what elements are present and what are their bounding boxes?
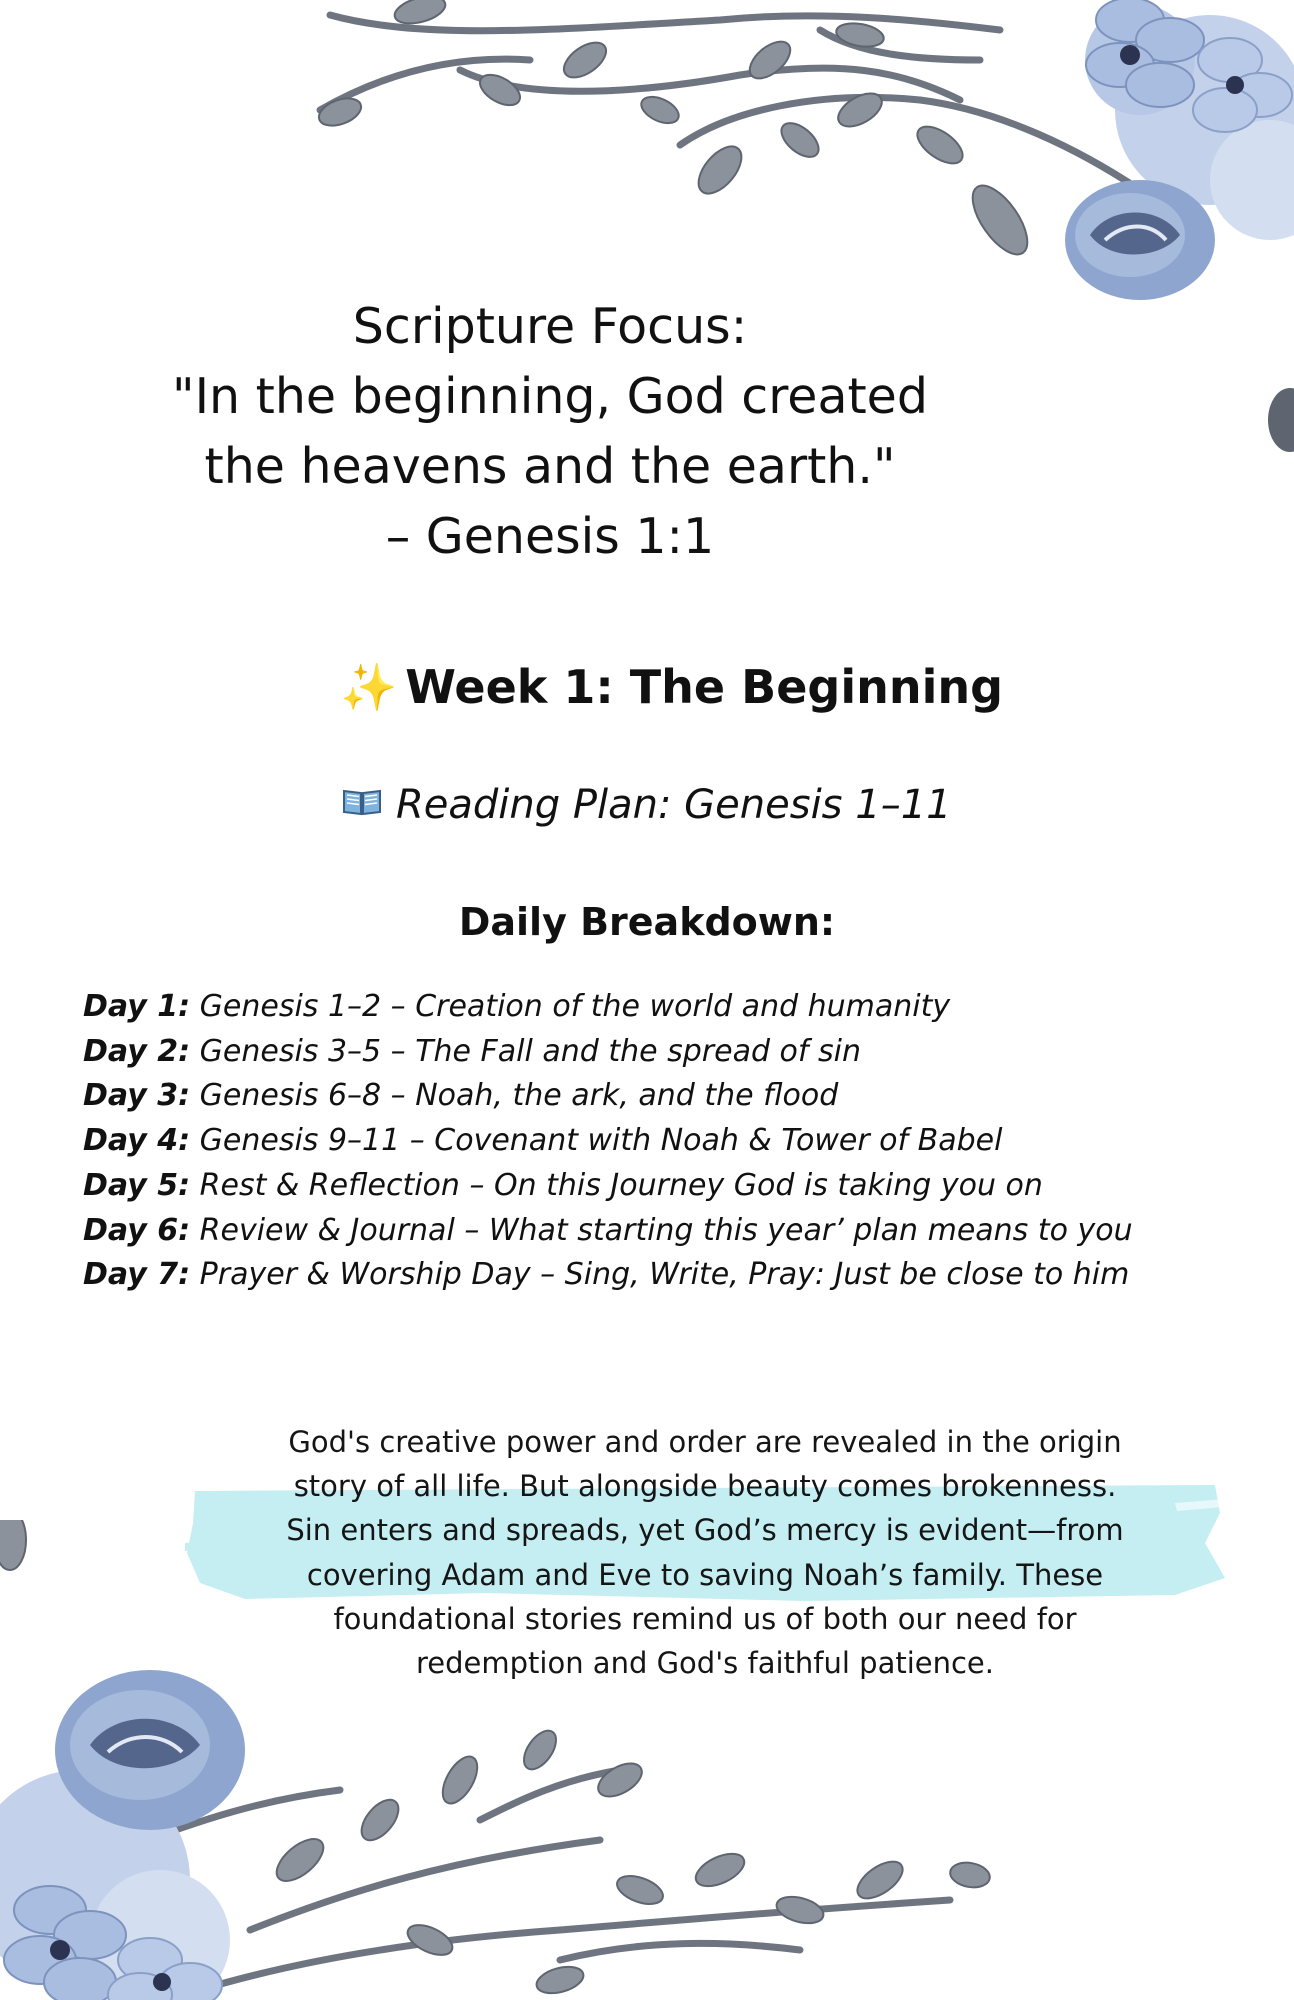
list-item (83, 1074, 1263, 1119)
day-label: Day 4: (83, 1123, 191, 1159)
scripture-line: "In the beginning, God created (172, 368, 928, 425)
day-text: Genesis 1–2 – Creation of the world and humanity (190, 989, 951, 1024)
day-label: Day 5: (83, 1167, 191, 1203)
list-item (83, 1030, 1263, 1075)
reflection-line: foundational stories remind us of both our need for (333, 1601, 1077, 1636)
daily-breakdown-list (83, 985, 1263, 1298)
reflection-line: redemption and God's faithful patience. (416, 1646, 994, 1681)
open-book-icon (342, 788, 382, 816)
reflection-line: covering Adam and Eve to saving Noah’s family. These (306, 1557, 1104, 1592)
scripture-focus (150, 292, 950, 572)
day-text: Genesis 9–11 – Covenant with Noah & Tower of Babel (190, 1123, 1003, 1159)
reflection-line: Sin enters and spreads, yet God’s mercy is evident—from (286, 1513, 1124, 1548)
day-text: Rest & Reflection – On this Journey God is taking you on (190, 1167, 1043, 1203)
scripture-line: – Genesis 1:1 (385, 508, 715, 565)
day-label: Day 1: (83, 989, 191, 1024)
scripture-line: Scripture Focus: (352, 298, 748, 355)
reading-plan-text: Reading Plan: Genesis 1–11 (396, 782, 952, 828)
reflection-line: God's creative power and order are revealed in the origin (288, 1425, 1122, 1459)
week-title-text: Week 1: The Beginning (405, 660, 1004, 714)
list-item (83, 985, 1263, 1030)
sparkles-icon: ✨ (340, 660, 398, 714)
day-label: Day 3: (83, 1078, 191, 1114)
day-label: Day 6: (83, 1212, 191, 1248)
scripture-line: the heavens and the earth." (204, 438, 896, 495)
list-item (83, 1253, 1263, 1298)
reading-plan (342, 782, 952, 828)
day-text: Genesis 6–8 – Noah, the ark, and the flood (190, 1078, 839, 1114)
week-title (340, 660, 1003, 715)
list-item (83, 1164, 1263, 1209)
reflection-paragraph (230, 1420, 1180, 1685)
daily-breakdown-heading: Daily Breakdown: (458, 900, 836, 944)
day-text: Review & Journal – What starting this year’ plan means to you (190, 1212, 1133, 1248)
day-label: Day 2: (83, 1033, 191, 1069)
day-text: Prayer & Worship Day – Sing, Write, Pray: Just be close to him (190, 1257, 1130, 1293)
list-item (83, 1209, 1263, 1254)
day-label: Day 7: (83, 1257, 191, 1293)
reflection-line: story of all life. But alongside beauty comes brokenness. (293, 1469, 1117, 1504)
list-item (83, 1119, 1263, 1164)
day-text: Genesis 3–5 – The Fall and the spread of sin (190, 1033, 861, 1069)
